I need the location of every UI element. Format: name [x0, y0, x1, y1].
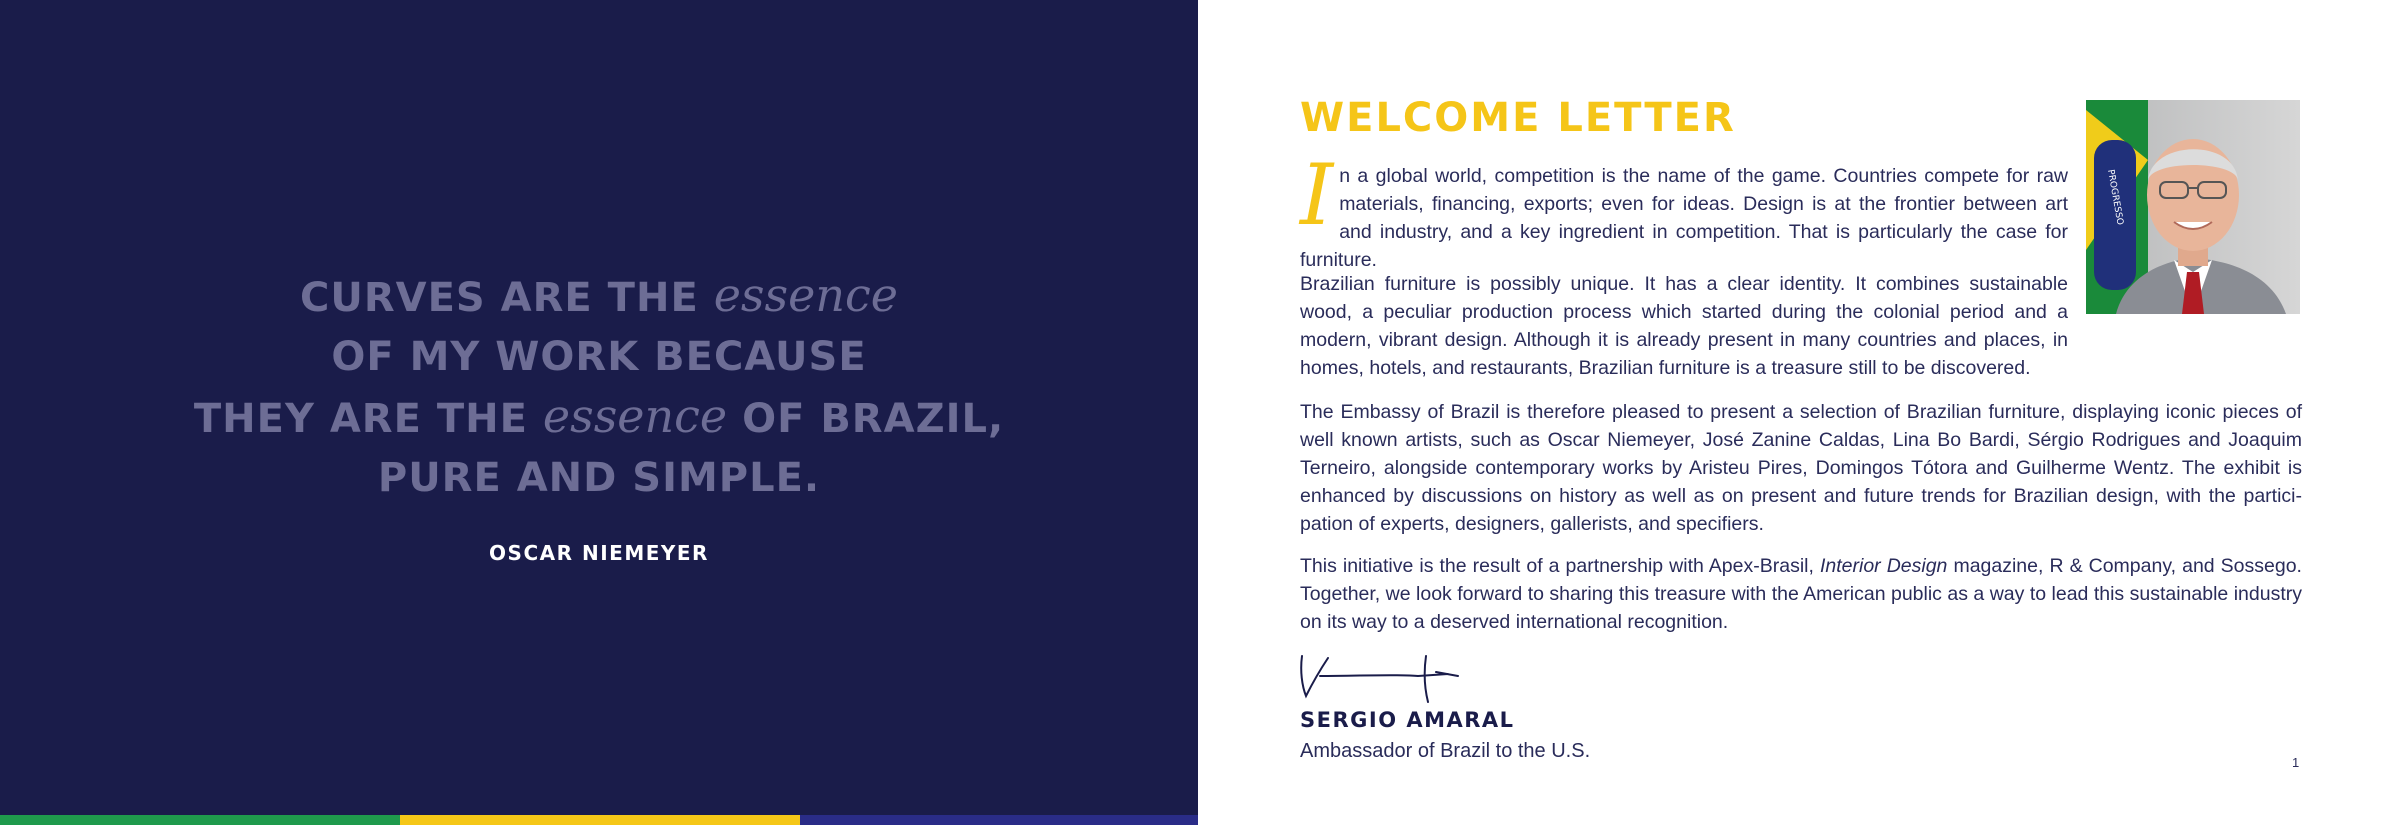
letter-paragraph-4: [1300, 552, 2302, 636]
quote-line-1-text: CURVES ARE THE: [300, 275, 714, 321]
flag-motto: PROGRESSO: [2105, 168, 2125, 226]
page-number: 1: [2292, 755, 2300, 770]
ambassador-portrait: [2086, 100, 2300, 314]
paragraph-4-text-end: magazine, R & Company, and Sossego. Together, we look forward to sharing this treasure with the American public as a way to lead this sustainable industry on its way to a deserved international recognition.: [1300, 555, 2302, 633]
signature: [1298, 646, 1468, 706]
signer-title: Ambassador of Brazil to the U.S.: [1300, 740, 1591, 762]
quote-author: OSCAR NIEMEYER: [489, 541, 709, 565]
paragraph-4-text: This initiative is the result of a partnership with Apex-Brasil,: [1300, 555, 1820, 577]
stripe-blue: [800, 815, 1200, 825]
letter-title: WELCOME LETTER: [1300, 95, 1736, 141]
quote-line-3: [0, 387, 1198, 449]
letter-paragraph-1: [1300, 146, 2068, 274]
stripe-green: [0, 815, 400, 825]
magazine-title: Interior Design: [1819, 555, 1948, 577]
quote-panel: [0, 0, 1198, 815]
quote-line-1: [0, 266, 1198, 328]
quote-line-3-text: THEY ARE THE: [193, 396, 543, 442]
quote-line-3-end: OF BRAZIL,: [727, 396, 1005, 442]
quote-script-word: essence: [713, 268, 898, 322]
letter-paragraph-3: The Embassy of Brazil is therefore pleased to present a selection of Brazilian furniture, displaying iconic pieces of well known artists, such as Oscar Niemeyer, José Zanine Caldas, Lina Bo Bardi, Sérgio Rodrigues and Joaquim Terneiro, alongside contemporary works by Aristeu Pires, Domingos Tótora and Guilherme Wentz. The exhibit is enhanced by discussions on history as well as on present and future trends for Brazilian design, with the participation of experts, designers, gallerists, and specifiers.: [1300, 401, 2302, 535]
quote-line-4: PURE AND SIMPLE.: [377, 455, 821, 501]
pull-quote: [0, 266, 1198, 508]
letter-paragraph-2: Brazilian furniture is possibly unique. It has a clear identity. It combines sustainable wood, a peculiar production process which started during the colonial period and a modern, vibrant design. Although it is already present in many countries and places, in homes, hotels, and restaurants, Brazilian furniture is a treasure still to be discovered.: [1300, 273, 2068, 379]
stripe-yellow: [400, 815, 800, 825]
portrait-image: [2086, 100, 2300, 314]
signer-name: SERGIO AMARAL: [1300, 708, 1515, 732]
paragraph-1-text: n a global world, competition is the name of the game. Countries compete for raw materials, financing, exports; even for ideas. Design is at the frontier between art and industry, and a key ingredient in competition. That is particularly the case for furniture.: [1300, 165, 2068, 271]
quote-script-word: essence: [542, 389, 728, 443]
drop-cap: I: [1300, 146, 1334, 244]
quote-line-2: OF MY WORK BECAUSE: [331, 334, 867, 380]
letter-panel: [1198, 0, 2400, 825]
